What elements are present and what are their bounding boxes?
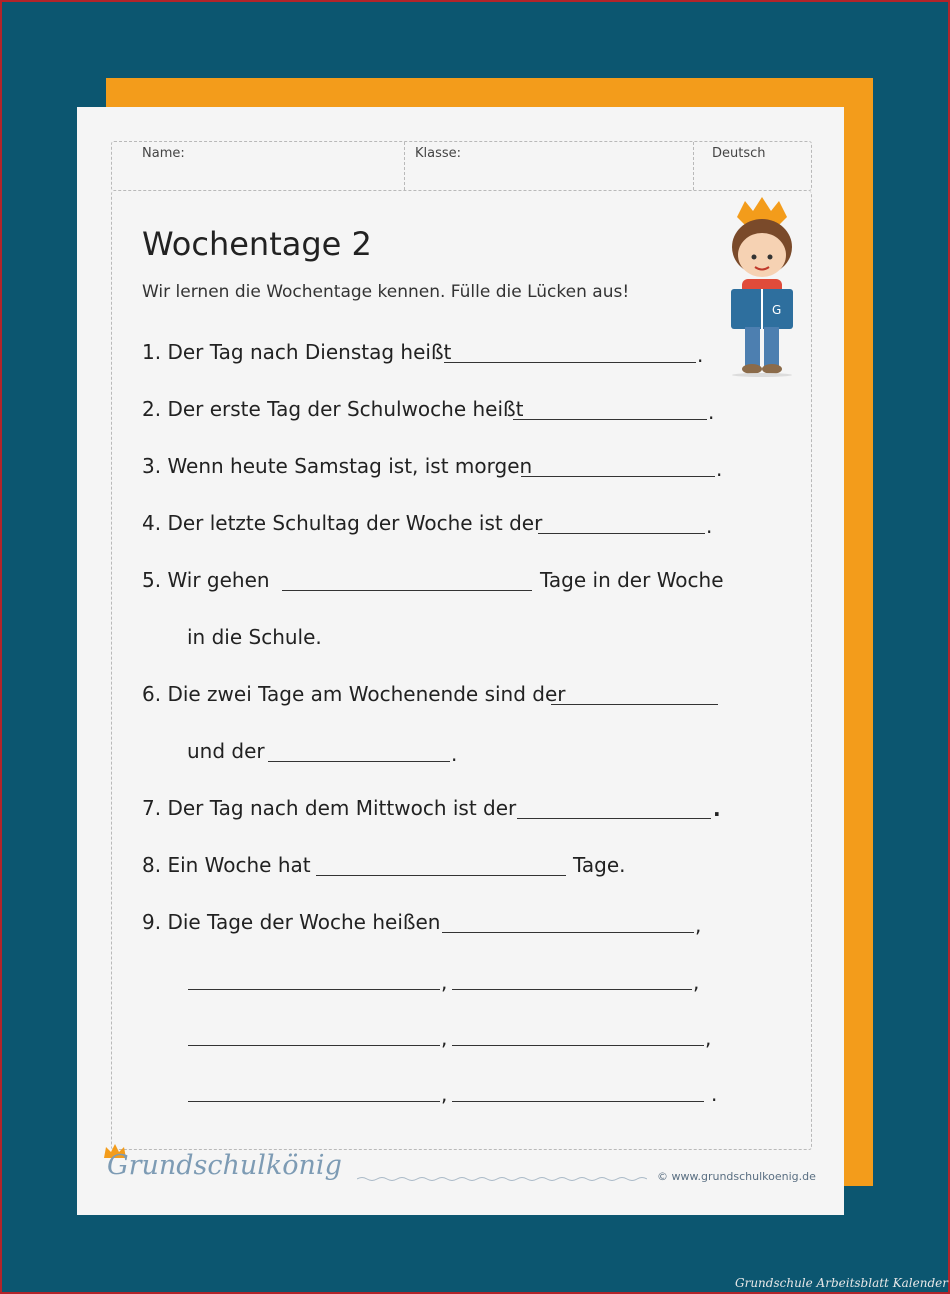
answer-blank-3[interactable] [521,476,715,477]
question-8-continued: Tage. [573,853,626,877]
answer-blank-9-1[interactable] [442,932,694,933]
subject-label: Deutsch [712,146,766,161]
question-8: 8. Ein Woche hat [142,853,311,877]
answer-blank-9-2[interactable] [188,989,440,990]
answer-blank-9-6[interactable] [188,1101,440,1102]
question-5: 5. Wir gehen [142,568,270,592]
answer-blank-2[interactable] [513,419,707,420]
answer-blank-1[interactable] [444,362,696,363]
answer-blank-8[interactable] [316,875,566,876]
period: . [708,400,715,424]
website-link[interactable]: © www.grundschulkoenig.de [657,1170,816,1183]
subject-field [694,142,811,190]
question-5-end: in die Schule. [187,625,322,649]
name-label: Name: [142,146,185,161]
period: . [697,343,704,367]
question-7: 7. Der Tag nach dem Mittwoch ist der [142,796,517,820]
period: . [451,742,458,766]
comma: , [695,913,702,937]
comma: , [705,1026,712,1050]
comma: , [441,970,448,994]
question-6-continued: und der [187,739,265,763]
page-title: Wochentage 2 [142,225,372,263]
period: . [706,514,713,538]
question-1: 1. Der Tag nach Dienstag heißt [142,340,452,364]
worksheet-page [77,107,844,1215]
class-label: Klasse: [415,146,462,161]
answer-blank-5[interactable] [282,590,532,591]
answer-blank-9-3[interactable] [452,989,692,990]
class-field[interactable] [405,142,694,190]
image-caption: Grundschule Arbeitsblatt Kalender [735,1276,948,1290]
answer-blank-4[interactable] [538,533,705,534]
worksheet-body-frame [111,191,812,1150]
worksheet-header [111,141,812,191]
wave-divider [357,1176,647,1182]
question-4: 4. Der letzte Schultag der Woche ist der [142,511,543,535]
question-6: 6. Die zwei Tage am Wochenende sind der [142,682,566,706]
answer-blank-7[interactable] [517,818,711,819]
name-field[interactable] [112,142,405,190]
answer-blank-9-5[interactable] [452,1045,704,1046]
comma: , [441,1082,448,1106]
answer-blank-9-4[interactable] [188,1045,440,1046]
answer-blank-6b[interactable] [268,761,450,762]
boy-reading-illustration [717,197,807,377]
brand-logo: Grundschulkönig [107,1150,342,1181]
svg-text:G: G [772,303,782,317]
period: . [713,797,721,821]
period: . [711,1082,718,1106]
instructions: Wir lernen die Wochentage kennen. Fülle die Lücken aus! [142,282,630,302]
answer-blank-9-7[interactable] [452,1101,704,1102]
question-2: 2. Der erste Tag der Schulwoche heißt [142,397,524,421]
question-9: 9. Die Tage der Woche heißen [142,910,441,934]
answer-blank-6a[interactable] [551,704,718,705]
question-3: 3. Wenn heute Samstag ist, ist morgen [142,454,533,478]
comma: , [441,1026,448,1050]
comma: , [693,970,700,994]
question-5-continued: Tage in der Woche [540,568,724,592]
period: . [716,457,723,481]
